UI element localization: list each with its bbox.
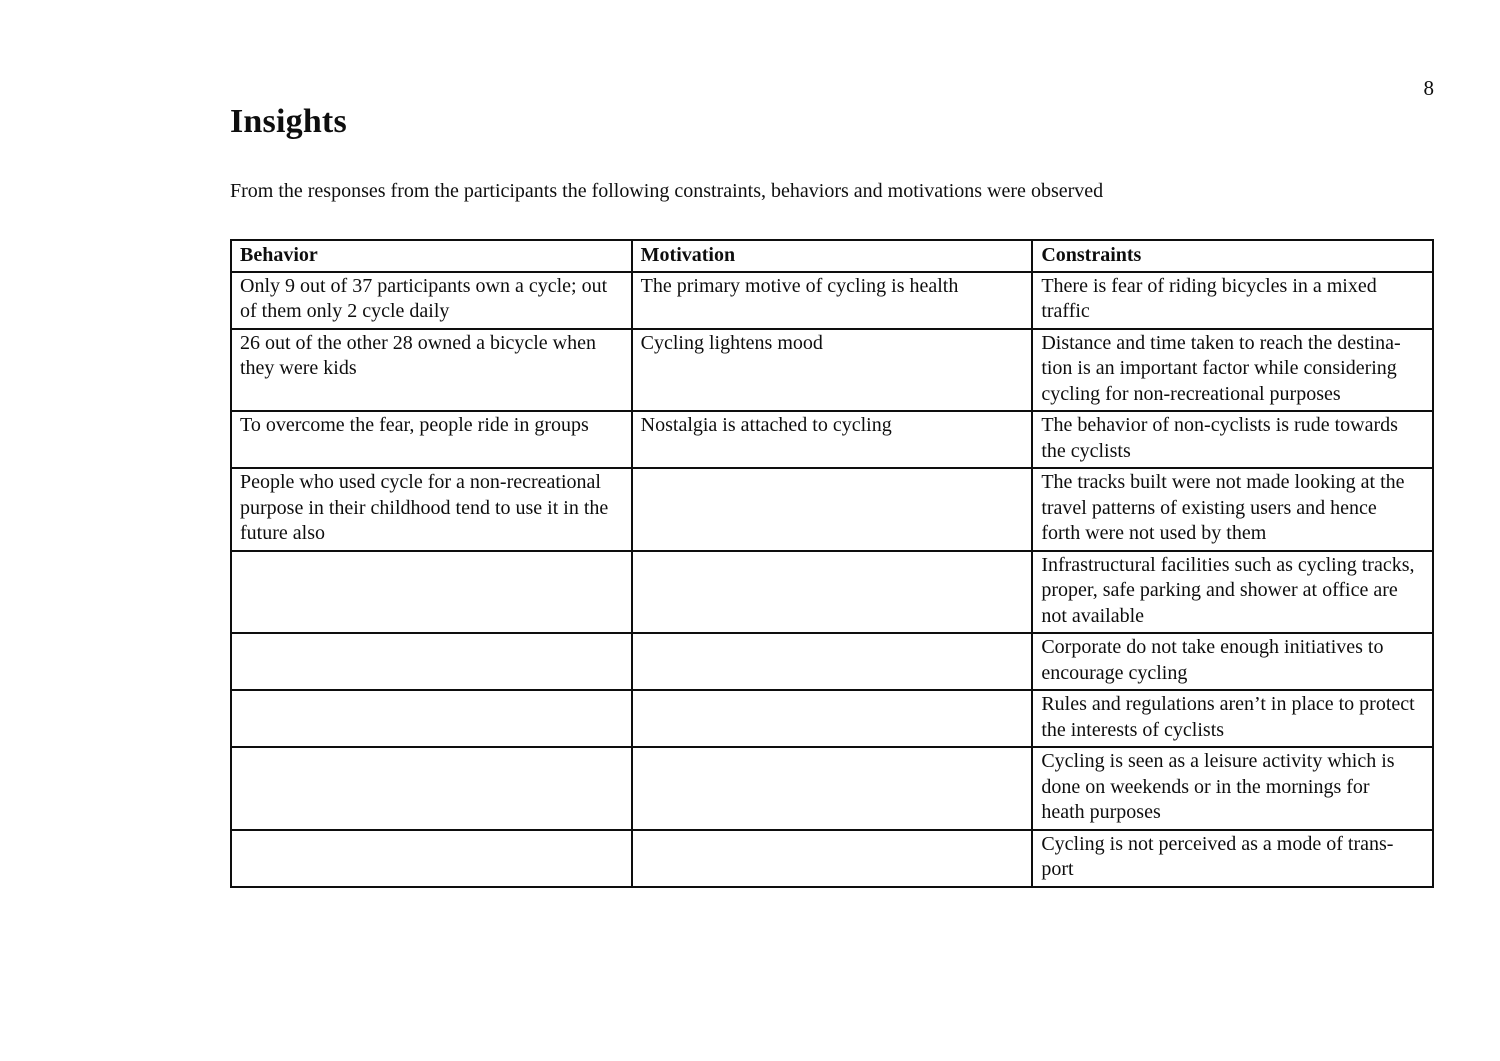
column-header-behavior: Behavior <box>231 240 632 272</box>
motivation-cell: Cycling lightens mood <box>632 329 1033 412</box>
motivation-cell <box>632 468 1033 551</box>
behavior-cell: People who used cycle for a non-recreational purpose in their childhood tend to use it in the future also <box>231 468 632 551</box>
behavior-cell <box>231 690 632 747</box>
insights-table <box>230 239 1434 888</box>
column-header-motivation: Motivation <box>632 240 1033 272</box>
motivation-cell <box>632 830 1033 887</box>
behavior-cell: Only 9 out of 37 participants own a cycle; out of them only 2 cycle daily <box>231 272 632 329</box>
motivation-cell <box>632 690 1033 747</box>
behavior-cell <box>231 747 632 830</box>
behavior-cell: To overcome the fear, people ride in groups <box>231 411 632 468</box>
behavior-cell <box>231 551 632 634</box>
table-row <box>231 747 1433 830</box>
table-row <box>231 329 1433 412</box>
table-row <box>231 468 1433 551</box>
column-header-constraints: Constraints <box>1032 240 1433 272</box>
table-row <box>231 830 1433 887</box>
constraints-cell: The tracks built were not made looking at the travel patterns of existing users and hence forth were not used by them <box>1032 468 1433 551</box>
motivation-cell <box>632 633 1033 690</box>
behavior-cell: 26 out of the other 28 owned a bicycle when they were kids <box>231 329 632 412</box>
motivation-cell <box>632 747 1033 830</box>
intro-text: From the responses from the participants the following constraints, behaviors and motivations were observed <box>230 180 1104 202</box>
constraints-cell: Distance and time taken to reach the destination is an important factor while considering cycling for non-recreational purposes <box>1032 329 1433 412</box>
behavior-cell <box>231 633 632 690</box>
table-row <box>231 690 1433 747</box>
table-row <box>231 272 1433 329</box>
motivation-cell: Nostalgia is attached to cycling <box>632 411 1033 468</box>
page-title: Insights <box>230 103 347 140</box>
constraints-cell: The behavior of non-cyclists is rude towards the cyclists <box>1032 411 1433 468</box>
table-row <box>231 633 1433 690</box>
motivation-cell: The primary motive of cycling is health <box>632 272 1033 329</box>
constraints-cell: Corporate do not take enough initiatives to encourage cycling <box>1032 633 1433 690</box>
page-number: 8 <box>1423 76 1434 100</box>
constraints-cell: Cycling is seen as a leisure activity which is done on weekends or in the mornings for heath purposes <box>1032 747 1433 830</box>
constraints-cell: Infrastructural facilities such as cycling tracks, proper, safe parking and shower at office are not available <box>1032 551 1433 634</box>
constraints-cell: Rules and regulations aren’t in place to protect the interests of cyclists <box>1032 690 1433 747</box>
behavior-cell <box>231 830 632 887</box>
table-header-row <box>231 240 1433 272</box>
constraints-cell: There is fear of riding bicycles in a mixed traffic <box>1032 272 1433 329</box>
constraints-cell: Cycling is not perceived as a mode of transport <box>1032 830 1433 887</box>
table-row <box>231 551 1433 634</box>
table-row <box>231 411 1433 468</box>
motivation-cell <box>632 551 1033 634</box>
